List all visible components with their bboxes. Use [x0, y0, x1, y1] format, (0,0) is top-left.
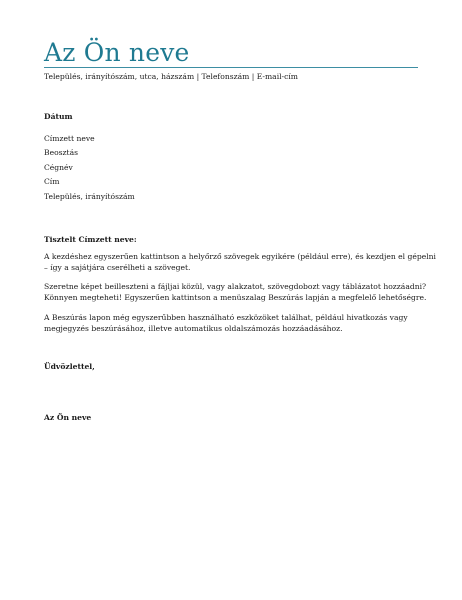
salutation[interactable]: Tisztelt Címzett neve:	[44, 235, 137, 244]
body-paragraph[interactable]	[44, 282, 427, 303]
sender-contact-line[interactable]: Település, irányítószám, utca, házszám | Telefonszám | E-mail-cím	[44, 72, 299, 81]
paragraph-line: – így a sajátjára cserélheti a szöveget.	[44, 262, 191, 272]
paragraph-line: megjegyzés beszúrásához, illetve automatikus oldalszámozás hozzáadásához.	[44, 323, 343, 333]
recipient-company[interactable]: Cégnév	[44, 162, 73, 172]
signature-name[interactable]: Az Ön neve	[44, 413, 92, 422]
paragraph-line: Szeretne képet beilleszteni a fájljai közül, vagy alakzatot, szövegdobozt vagy táblázatot hozzáadni?	[44, 282, 427, 291]
body-paragraph[interactable]	[44, 252, 436, 273]
closing-phrase[interactable]: Üdvözlettel,	[44, 362, 95, 371]
body-paragraph[interactable]	[44, 313, 420, 334]
recipient-city-zip[interactable]: Település, irányítószám	[44, 191, 135, 201]
recipient-address[interactable]: Cím	[44, 177, 60, 187]
letter-date[interactable]: Dátum	[44, 112, 73, 121]
paragraph-line: A Beszúrás lapon még egyszerűbben használható eszközöket találhat, például hivatkozás vagy	[44, 313, 408, 322]
recipient-block	[44, 132, 135, 204]
sender-name-heading[interactable]: Az Ön neve	[44, 38, 190, 67]
recipient-name[interactable]: Címzett neve	[44, 134, 95, 143]
header-divider	[44, 67, 418, 68]
recipient-title[interactable]: Beosztás	[44, 148, 79, 158]
paragraph-line: Könnyen megteheti! Egyszerűen kattintson a menüszalag Beszúrás lapján a megfelelő lehetőségre.	[44, 292, 427, 302]
paragraph-line: A kezdéshez egyszerűen kattintson a helyőrző szövegek egyikére (például erre), és kezdjen el gépelni	[44, 252, 436, 261]
